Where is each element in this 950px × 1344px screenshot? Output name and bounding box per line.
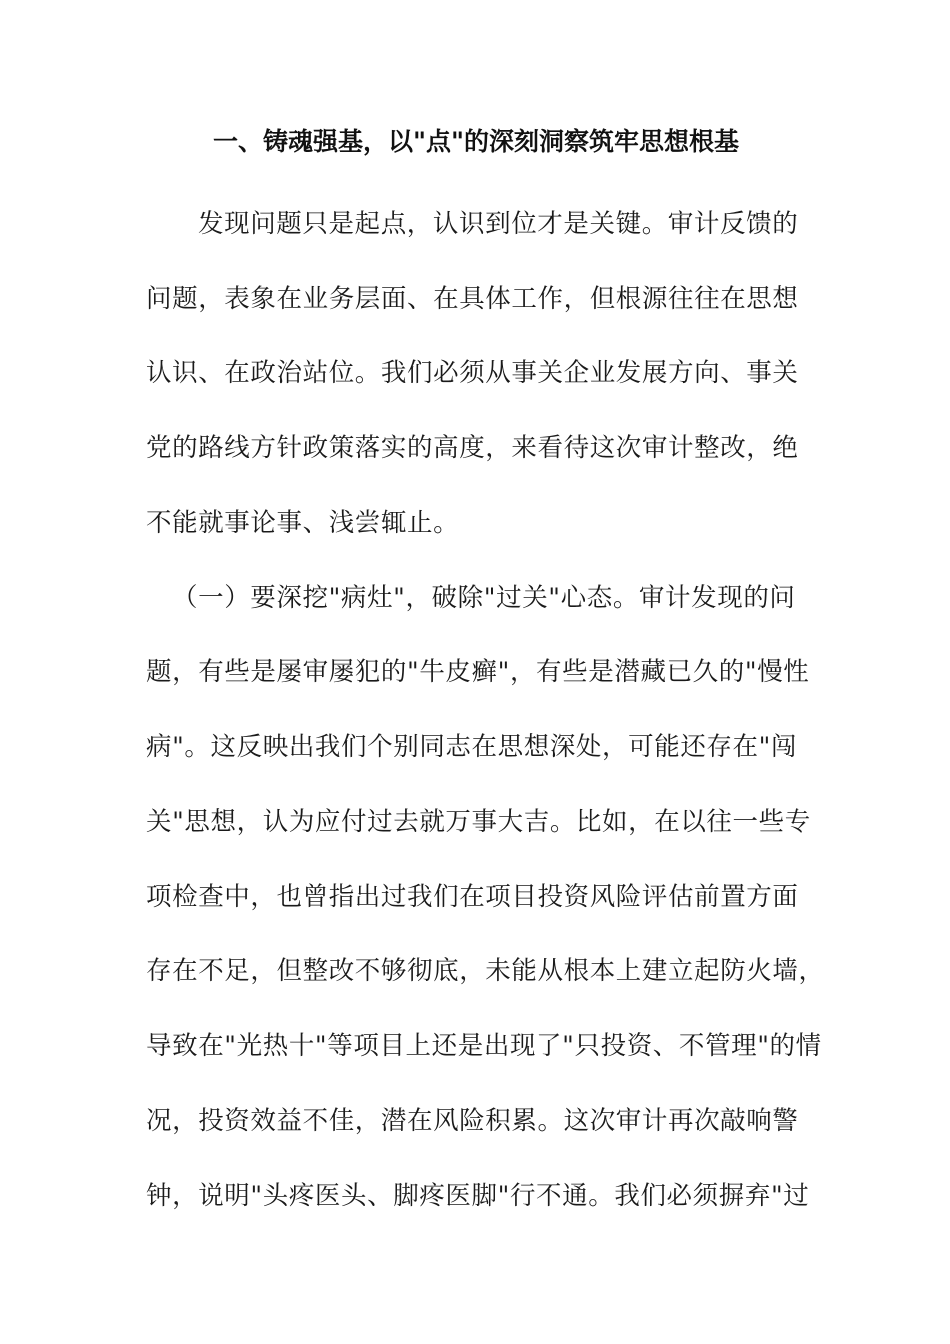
paragraph-line: 党的路线方针政策落实的高度，来看待这次审计整改，绝: [146, 433, 799, 463]
paragraph-line: 题，有些是屡审屡犯的"牛皮癣"，有些是潜藏已久的"慢性: [146, 657, 810, 687]
paragraph-line: 不能就事论事、浅尝辄止。: [146, 508, 460, 538]
paragraph-line: 病"。这反映出我们个别同志在思想深处，可能还存在"闯: [146, 732, 798, 762]
paragraph-line: 项检查中，也曾指出过我们在项目投资风险评估前置方面: [146, 882, 799, 912]
paragraph-line: 导致在"光热十"等项目上还是出现了"只投资、不管理"的情: [146, 1031, 822, 1061]
paragraph-line: 存在不足，但整改不够彻底，未能从根本上建立起防火墙，: [146, 956, 825, 986]
paragraph-line: （一）要深挖"病灶"，破除"过关"心态。审计发现的问: [172, 583, 796, 613]
paragraph-line: 关"思想，认为应付过去就万事大吉。比如，在以往一些专: [146, 807, 811, 837]
section-heading: 一、铸魂强基，以"点"的深刻洞察筑牢思想根基: [212, 127, 740, 156]
paragraph-line: 钟，说明"头疼医头、脚疼医脚"行不通。我们必须摒弃"过: [146, 1181, 810, 1211]
paragraph-line: 况，投资效益不佳，潜在风险积累。这次审计再次敲响警: [146, 1106, 799, 1136]
paragraph-line: 问题，表象在业务层面、在具体工作，但根源往往在思想: [146, 284, 799, 314]
paragraph-line: 认识、在政治站位。我们必须从事关企业发展方向、事关: [146, 358, 799, 388]
paragraph-line: 发现问题只是起点，认识到位才是关键。审计反馈的: [198, 209, 799, 239]
